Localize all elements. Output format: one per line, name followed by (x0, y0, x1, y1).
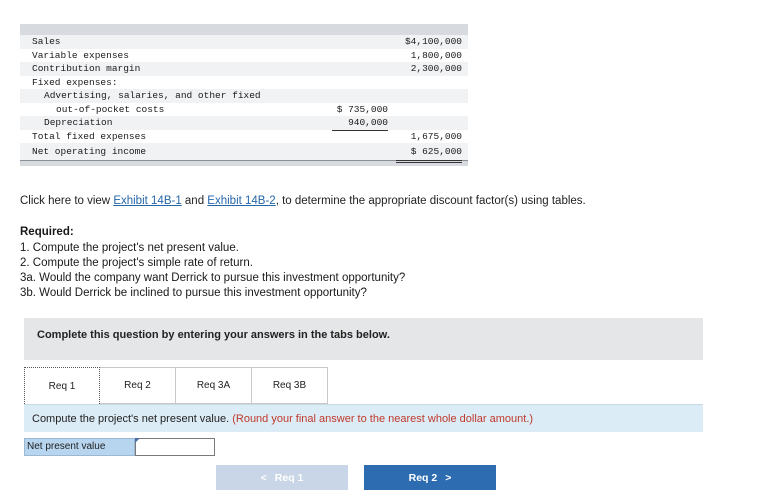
exhibit-14b-1-link[interactable]: Exhibit 14B-1 (113, 195, 182, 207)
tab-req-3b[interactable]: Req 3B (252, 367, 328, 404)
row-label: Fixed expenses: (32, 76, 118, 88)
row-value-sub: $ 735,000 (336, 103, 388, 115)
row-label: out-of-pocket costs (56, 103, 165, 115)
required-item: 2. Compute the project's simple rate of return. (20, 257, 253, 269)
statement-row-net-operating-income (20, 143, 468, 160)
chevron-left-icon: < (260, 471, 267, 484)
tab-req-2[interactable]: Req 2 (100, 367, 176, 404)
row-value: 2,300,000 (410, 63, 462, 74)
income-statement (20, 24, 468, 166)
row-label: Contribution margin (32, 63, 141, 74)
panel-instruction: Complete this question by entering your answers in the tabs below. (37, 329, 390, 341)
instr-suffix: , to determine the appropriate discount factor(s) using tables. (275, 195, 586, 207)
input-flag-icon (135, 438, 140, 443)
row-label: Depreciation (44, 117, 113, 128)
statement-row-fixed-expenses (20, 76, 468, 90)
row-label: Variable expenses (32, 49, 129, 61)
required-item: 3a. Would the company want Derrick to pursue this investment opportunity? (20, 272, 406, 284)
chevron-right-icon: > (445, 471, 452, 484)
required-heading: Required: (20, 226, 74, 238)
row-value: 1,675,000 (396, 130, 462, 145)
statement-row-variable-expenses (20, 49, 468, 63)
tab-prompt (32, 413, 533, 425)
exhibit-14b-2-link[interactable]: Exhibit 14B-2 (207, 195, 276, 207)
row-label: Sales (32, 36, 61, 47)
exhibit-instructions (20, 195, 586, 207)
next-label: Req 2 (408, 471, 438, 484)
statement-row-depreciation (20, 116, 468, 130)
instr-middle: and (181, 195, 208, 207)
statement-row-contribution-margin (20, 62, 468, 76)
row-label: Net operating income (32, 146, 147, 157)
tab-content-header (24, 404, 703, 432)
row-value: 1,800,000 (396, 49, 462, 64)
npv-input[interactable] (135, 438, 215, 456)
question-panel (24, 318, 703, 360)
next-req-button[interactable] (364, 465, 496, 490)
row-label: Advertising, salaries, and other fixed (44, 90, 261, 101)
rounding-hint: (Round your final answer to the nearest whole dollar amount.) (232, 413, 534, 425)
row-label: Total fixed expenses (32, 130, 147, 142)
statement-row-out-of-pocket (20, 103, 468, 117)
requirement-tabs (24, 367, 328, 404)
row-value: $ 625,000 (396, 143, 462, 163)
tab-req-1[interactable]: Req 1 (24, 367, 100, 404)
statement-header-bar (20, 24, 468, 35)
prev-req-button[interactable] (216, 465, 348, 490)
tab-req-3a[interactable]: Req 3A (176, 367, 252, 404)
required-item: 1. Compute the project's net present value. (20, 242, 239, 254)
required-item: 3b. Would Derrick be inclined to pursue this investment opportunity? (20, 287, 367, 299)
statement-row-total-fixed (20, 130, 468, 144)
prev-label: Req 1 (274, 471, 304, 484)
required-list (20, 241, 405, 301)
row-value-sub: 940,000 (332, 116, 388, 131)
instr-prefix: Click here to view (20, 195, 114, 207)
row-value: $4,100,000 (404, 36, 462, 47)
npv-label: Net present value (24, 438, 135, 456)
prompt-text: Compute the project's net present value. (32, 413, 233, 425)
statement-row-sales (20, 35, 468, 49)
statement-row-advertising (20, 89, 468, 103)
